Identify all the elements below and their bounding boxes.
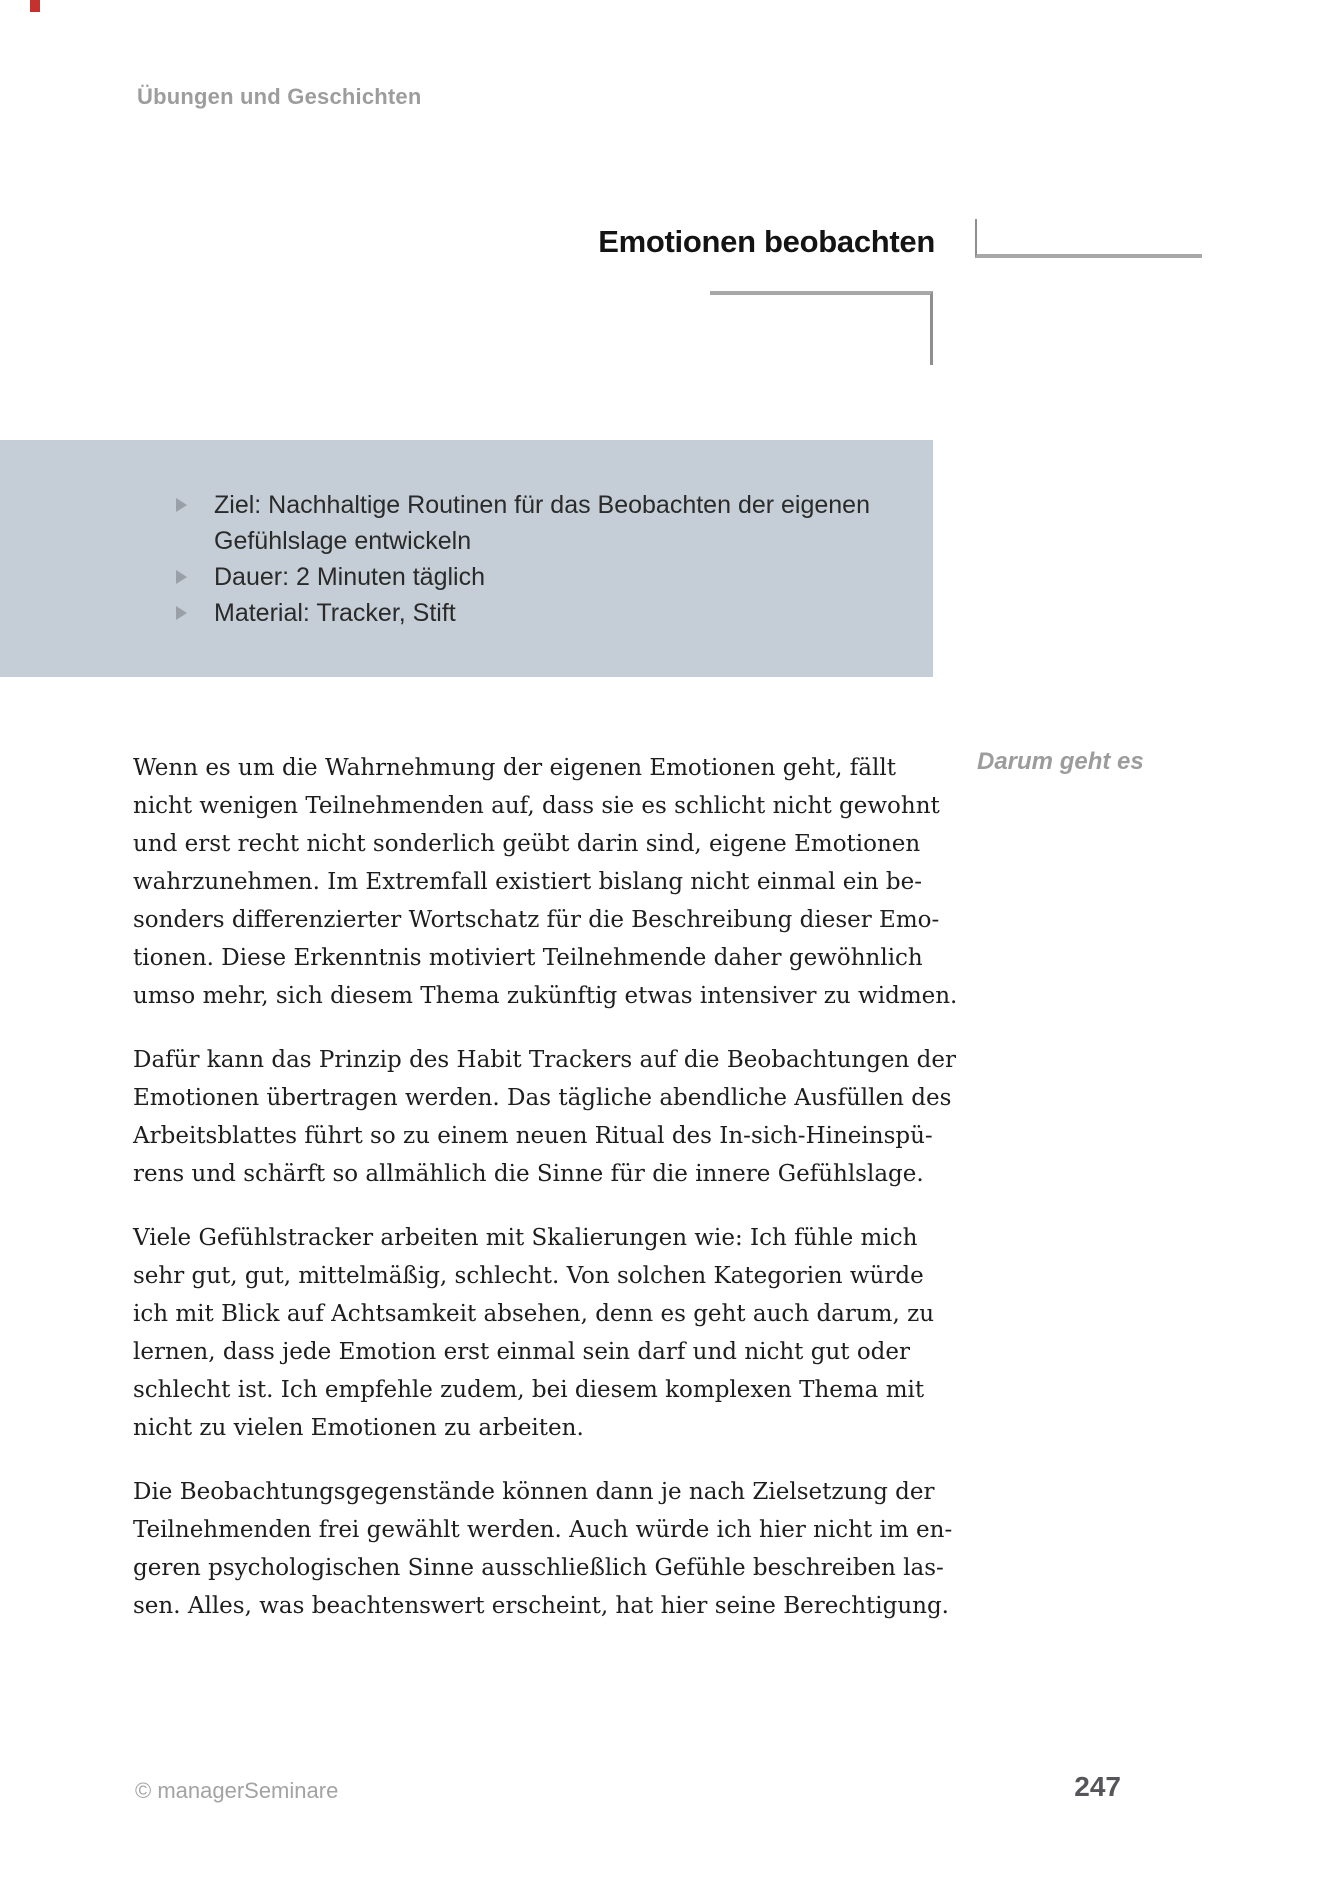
info-item-text: Material: Tracker, Stift [214,599,456,627]
info-item-dauer [176,559,896,595]
red-bookmark-tab [30,0,40,12]
title-corner-bracket-below [710,291,933,365]
footer-copyright: © managerSeminare [135,1778,339,1803]
paragraph: Dafür kann das Prinzip des Habit Trackers auf die Beobachtungen der Emotionen übertragen werden. Das tägliche abendliche Ausfüllen des Arbeitsblattes führt so zu einem neuen Ritual des In-sich-Hineinspü- rens und schärft so allmählich die Sinne für die innere Gefühlslage. [133,1047,957,1187]
paragraph: Die Beobachtungsgegenstände können dann je nach Zielsetzung der Teilnehmenden frei gewählt werden. Auch würde ich hier nicht im en- geren psychologischen Sinne ausschließlich Gefühle beschreiben las- sen. Alles, was beachtenswert erscheint, hat hier seine Berechtigung. [133,1479,953,1619]
info-item-text: Ziel: Nachhaltige Routinen für das Beobachten der eigenen Gefühlslage entwickeln [214,491,870,555]
bullet-triangle-icon [176,606,187,620]
info-item-ziel [176,487,896,559]
title-corner-bracket-right [975,219,1202,258]
paragraph: Wenn es um die Wahrnehmung der eigenen Emotionen geht, fällt nicht wenigen Teilnehmenden auf, dass sie es schlicht nicht gewohnt und erst recht nicht sonderlich geübt darin sind, eigene Emotionen wahrzunehmen. Im Extremfall existiert bislang nicht einmal ein be- sonders differenzierter Wortschatz für die Beschreibung dieser Emo- tionen. Diese Erkenntnis motiviert Teilnehmende daher gewöhnlich umso mehr, sich diesem Thema zukünftig etwas intensiver zu widmen. [133,755,958,1009]
page-number: 247 [1074,1771,1121,1802]
paragraph: Viele Gefühlstracker arbeiten mit Skalierungen wie: Ich fühle mich sehr gut, gut, mittelmäßig, schlecht. Von solchen Kategorien würde ich mit Blick auf Achtsamkeit absehen, denn es geht auch darum, zu lernen, dass jede Emotion erst einmal sein darf und nicht gut oder schlecht ist. Ich empfehle zudem, bei diesem komplexen Thema mit nicht zu vielen Emotionen zu arbeiten. [133,1225,935,1441]
exercise-info-box [0,440,933,677]
page-title: Emotionen beobachten [598,224,935,259]
running-header: Übungen und Geschichten [137,84,422,109]
body-text [133,749,958,1651]
info-item-material [176,595,896,631]
margin-note: Darum geht es [977,748,1144,775]
bullet-triangle-icon [176,570,187,584]
info-list [176,487,896,631]
info-item-text: Dauer: 2 Minuten täglich [214,563,485,591]
bullet-triangle-icon [176,498,187,512]
